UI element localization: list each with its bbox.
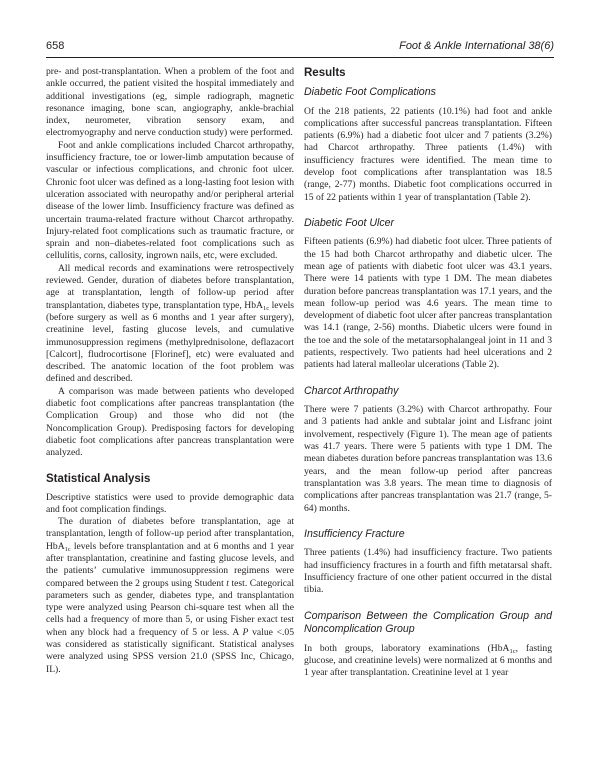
diabetic-foot-ulcer-heading: Diabetic Foot Ulcer [304, 216, 395, 229]
diabetic-foot-complications-heading: Diabetic Foot Complications [304, 86, 436, 98]
insufficiency-fracture-heading: Insufficiency Fracture [304, 527, 405, 540]
paragraph-diabetic-foot-ulcer: Fifteen patients (6.9%) had diabetic foot ulcer. Three patients of the 15 had both Charcot arthropathy and diabetic ulcer. The mean age of patients with diabetic foot ulcer was 43.1 years. There were 14 patients with type 1 DM. The mean diabetes duration before pancreas transplantation was 17.1 years, and the mean follow-up period was 4.6 years. The mean time to development of diabetic foot ulcer after pancreas transplantation was 14.1 (range, 2-56) months. Diabetic ulcers were found in the toe and the sole of the metatarsophalangeal joint in 11 and 3 patients, respectively. Two patients had heel ulcerations and 2 patients had lateral malleolar ulcerations (Table 2). [304, 236, 552, 371]
right-column [304, 66, 552, 679]
page-header [46, 40, 554, 56]
paragraph-complication-definitions: Foot and ankle complications included Charcot arthropathy, insufficiency fracture, toe or lower-limb amputation because of vascular or infectious complications, and chronic foot ulcer. Chronic foot ulcer was defined as a long-lasting foot lesion with ulceration associated with neuropathy and/or peripheral arterial disease of the lower limb. Insufficiency fracture was defined as uncertain trauma-related fracture without Charcot arthropathy. Injury-related foot complications such as traumatic fracture, or sprain and non–diabetes-related foot complications such as cellulitis, corns, callosity, ingrown nails, etc, were excluded. [46, 139, 294, 262]
paragraph-group-comparison-results: In both groups, laboratory examinations (HbA$_{1c}$, fasting glucose, and creatinine levels) were normalized at 6 months and 1 year after transplantation. Creatinine level at 1 year [304, 642, 552, 679]
page-number: 658 [46, 40, 65, 52]
paragraph-insufficiency-fracture: Three patients (1.4%) had insufficiency fracture. Two patients had insufficiency fractures in a fourth and fifth metatarsal shaft. Insufficiency fracture of one other patient occurred in the distal tibia. [304, 547, 552, 596]
group-comparison-heading: Comparison Between the Complication Group and Noncomplication Group [304, 609, 552, 635]
paragraph-group-comparison: A comparison was made between patients who developed diabetic foot complications after pancreas transplantation (the Complication Group) and those who did not (the Noncomplication Group). Predisposing factors for developing diabetic foot complications after pancreas transplantation were analyzed. [46, 385, 294, 459]
left-column [46, 66, 294, 676]
paragraph-investigations: pre- and post-transplantation. When a problem of the foot and ankle occurred, the patient visited the hospital immediately and additional investigations (eg, simple radiograph, magnetic resonance imaging, bone scan, angiography, ankle-brachial index, neurometer, vibration sensory exam, and electromyography and nerve conduction study) were performed. [46, 66, 294, 139]
paragraph-statistical-methods: The duration of diabetes before transplantation, age at transplantation, length of follow-up period after transplantation, HbA$_{1c}$ levels before transplantation and at 6 months and 1 year after transplantation, creatinine and fasting glucose levels, and the patients’ cumulative immunosuppression regimens were compared between the 2 groups using Student t test. Categorical parameters such as gender, diabetes type, and transplantation type were analyzed using Pearson chi-square test when all the cells had a frequency of more than 5, or using Fisher exact test when any block had a frequency of 5 or less. A P value <.05 was considered as statistically significant. Statistical analyses were analyzed using SPSS version 21.0 (SPSS Inc, Chicago, IL). [46, 516, 294, 675]
results-heading: Results [304, 67, 346, 79]
charcot-arthropathy-heading: Charcot Arthropathy [304, 384, 399, 397]
statistical-analysis-heading: Statistical Analysis [46, 472, 151, 485]
paragraph-charcot-arthropathy: There were 7 patients (3.2%) with Charcot arthropathy. Four and 3 patients had ankle and subtalar joint and Lisfranc joint involvement, respectively (Figure 1). The mean age of patients was 41.7 years. There were 5 patients with type 1 DM. The mean diabetes duration before pancreas transplantation was 13.6 years, and the mean follow-up period after pancreas transplantation was 3.8 years. The mean time to diagnosis of complications after pancreas transplantation was 21.7 (range, 5-64) months. [304, 404, 552, 514]
paragraph-medical-records: All medical records and examinations were retrospectively reviewed. Gender, duration of diabetes before transplantation, age at transplantation, length of follow-up period after transplantation, diabetes type, transplantation type, HbA$_{1c}$ levels (before surgery as well as 6 months and 1 year after surgery), creatinine level, fasting glucose levels, and cumulative immunosuppression regimens (methylprednisolone, deflazacort [Calcort], fludrocortisone [Florinef], etc) were evaluated and described. The anatomic location of the foot problem was defined and described. [46, 262, 294, 385]
paragraph-descriptive-statistics: Descriptive statistics were used to provide demographic data and foot complication findings. [46, 491, 294, 515]
paragraph-diabetic-foot-complications: Of the 218 patients, 22 patients (10.1%) had foot and ankle complications after successful pancreas transplantation. Fifteen patients (6.9%) had a diabetic foot ulcer and 7 patients (3.2%) had Charcot arthropathy. Three patients (1.4%) with insufficiency fractures were identified. The mean time to develop foot complications after transplantation was 18.5 (range, 2-77) months. Diabetic foot complications occurred in 15 of 22 patients within 1 year of transplantation (Table 2). [304, 105, 552, 203]
journal-citation: Foot & Ankle International 38(6) [399, 40, 554, 52]
header-rule [46, 57, 554, 58]
